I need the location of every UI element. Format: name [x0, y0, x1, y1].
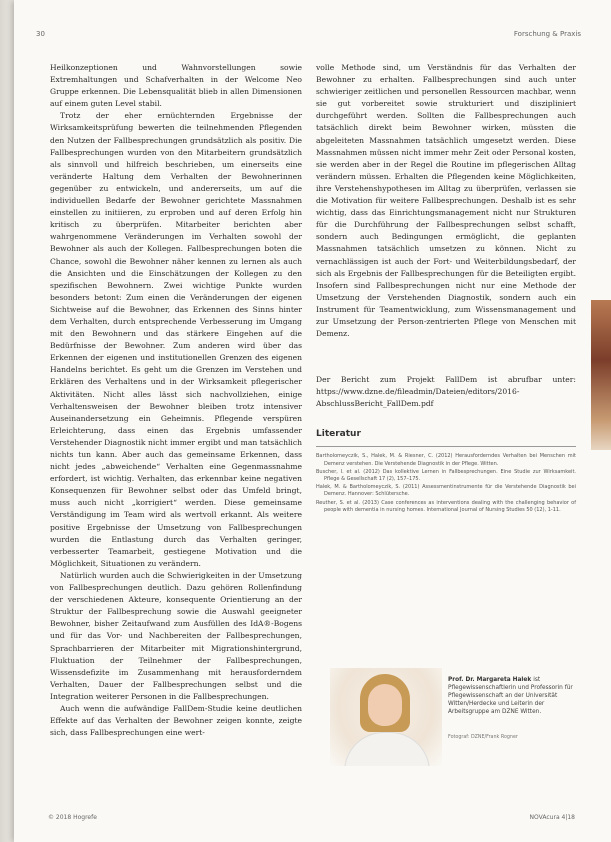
source-note: Der Bericht zum Projekt FallDem ist abrufbar unter: https://www.dzne.de/fileadmin/Dateien/editors/2016-AbschlussBericht_FallDem.pdf: [316, 375, 576, 409]
adjacent-page-photo: [591, 300, 611, 450]
right-column-body: [316, 62, 576, 360]
paragraph: volle Methode sind, um Verständnis für das Verhalten der Bewohner zu erhalten. Fallbesprechungen sind auch unter schwieriger zeitlichen und personellen Ressourcen machbar, wenn sie gut vorbereitet sowie strukturiert und diszipliniert durchgeführt werden. Sollten die Fallbesprechungen auch tatsächlich direkt beim Bewohner wirken, müssten die abgeleiteten Massnahmen tatsächlich umgesetzt werden. Diese Massnahmen müssen nicht immer mehr Zeit oder Personal kosten, sie werden aber in der Regel die Routine im pflegerischen Alltag verändern müssen. Erhalten die Pflegenden keine Möglichkeiten, ihre Verstehenshypothesen im Alltag zu überprüfen, verlassen sie die Motivation für weitere Fallbesprechungen. Deshalb ist es sehr wichtig, dass das Einrichtungsmanagement nicht nur Strukturen für die Durchführung der Fallbesprechungen selbst schafft, sondern auch Bedingungen ermöglicht, die geplanten Massnahmen tatsächlich umsetzen zu können. Nicht zu vernachlässigen ist auch der Fort- und Weiterbildungsbedarf, der sich als Ergebnis der Fallbesprechungen für die Beteiligten ergibt. Insofern sind Fallbesprechungen nicht nur eine Methode der Umsetzung der Verstehenden Diagnostik, sondern auch ein Instrument für Teamentwicklung, zum Wissensmanagement und zur Umsetzung der Person-zentrierten Pflege von Menschen mit Demenz.: [316, 63, 576, 339]
paragraph: Natürlich wurden auch die Schwierigkeiten in der Umsetzung von Fallbesprechungen deutlich. Dazu gehören Rollenfindung der verschiedenen Akteure, konsequente Orientierung an der Struktur der Fallbesprechung sowie die Auswahl geeigneter Bewohner, bisher Zeitaufwand zum Ausfüllen des IdA®-Bogens und für das Vor- und Nachbereiten der Fallbesprechungen, Sprachbarrieren der Mitarbeiter mit Migrationshintergrund, Fluktuation der Teilnehmer der Fallbesprechungen, Wissensdefizite im Zusammenhang mit herausforderndem Verhalten, Dauer der Fallbesprechungen selbst und die Integration weiterer Personen in die Fallbesprechungen.: [50, 570, 302, 701]
author-name: Prof. Dr. Margareta Halek: [448, 677, 534, 683]
literature-list: [316, 453, 576, 514]
author-description: ist Pflegewissenschaftlerin und Professorin für Pflegewissenschaft an der Universität Witten/Herdecke und Leiterin der Arbeitsgruppe am DZNE Witten.: [448, 677, 573, 715]
author-bio: [448, 676, 576, 742]
copyright: © 2018 Hogrefe: [48, 814, 97, 821]
left-column: [50, 62, 302, 762]
paragraph: Heilkonzeptionen und Wahnvorstellungen sowie Extremhaltungen und Schafverhalten in der Welcome Neo Gruppe erkennen. Die Lebensqualität blieb in allen Dimensionen auf einem guten Level stabil.: [50, 63, 302, 109]
literature-heading: Literatur: [316, 428, 576, 447]
author-portrait: [330, 668, 442, 766]
right-column: [316, 62, 576, 515]
journal-issue: NOVAcura 4|18: [529, 814, 575, 821]
photo-credit: Fotograf: DZNE/Frank Rogner: [448, 735, 518, 740]
page-footer: [48, 814, 575, 824]
paragraph: Auch wenn die aufwändige FallDem-Studie keine deutlichen Effekte auf das Verhalten der Bewohner zeigen konnte, zeigte sich, dass Fallbesprechungen eine wert-: [50, 703, 302, 738]
section-title: Forschung & Praxis: [513, 30, 581, 38]
author-box: [330, 668, 576, 778]
literature-ref: Halek, M. & Bartholomeyczik, S. (2011) Assessmentinstrumente für die Verstehende Diagnostik bei Demenz. Hannover: Schlütersche.: [316, 484, 576, 498]
paragraph: Trotz der eher ernüchternden Ergebnisse der Wirksamkeitsprüfung bewerten die teilnehmenden Pflegenden den Nutzen der Fallbesprechungen grundsätzlich als positiv. Die Fallbesprechungen wurden von den Mitarbeitern grundsätzlich als sinnvoll und hilfreich beschrieben, um einerseits eine veränderte Haltung dem Verhalten der Bewohnerinnen gegenüber zu entwickeln, und andererseits, um auf die individuellen Bedarfe der Bewohner gerichtete Massnahmen einstellen zu initiieren, zu erproben und auf deren Erfolg hin kritisch zu überprüfen. Mitarbeiter berichten aber wahrgenommene Veränderungen im Verhalten sowohl der Bewohner als auch der Kollegen. Fallbesprechungen boten die Chance, sowohl die Bewohner näher kennen zu lernen als auch die Ansichten und die Einschätzungen der Kollegen zu den spezifischen Bewohnern. Zwei wichtige Punkte wurden besonders betont: Zum einen die Veränderungen der eigenen Sichtweise auf die Bewohner, das Erkennen des Sinns hinter dem Verhalten, durch entsprechende Verbesserung im Umgang mit den Bewohnern und das stärkere Eingehen auf die Bedürfnisse der Bewohner. Zum anderen wird über das Erkennen der eigenen und institutionellen Grenzen des eigenen Handelns berichtet. Es geht um die Grenzen im Verstehen und Erklären des Verhaltens und in der Wirksamkeit pflegerischer Aktivitäten. Nicht alles lässt sich nachvollziehen, einige Verhaltensweisen der Bewohner bleiben trotz intensiver Auseinandersetzung ein Geheimnis. Pflegende verspüren Erleichterung, dass einen das Ergebnis umfassender Verstehender Diagnostik nicht immer ergibt und man tatsächlich nichts tun kann. Aber auch das gemeinsame Erkennen, dass nicht jedes „abweichende“ Verhalten eine Gegenmassnahme erfordert, ist wichtig. Verhalten, das erkennbar keine negativen Konsequenzen für Bewohner selbst oder das Umfeld bringt, muss auch nicht „korrigiert“ werden. Diese gemeinsame Verständigung im Team wird als wertvoll erkannt. Als weitere positive Ergebnisse der Umsetzung von Fallbesprechungen wurden die Entlastung durch das Verhalten geringer, verbesserter Teamarbeit, gestiegene Motivation und die Möglichkeit, Situationen zu verändern.: [50, 111, 302, 568]
literature-ref: Reuther, S. et al. (2013) Case conferences as interventions dealing with the challenging behavior of people with dementia in nursing homes. International Journal of Nursing Studies 50 (12), 1-11.: [316, 499, 576, 513]
literature-ref: Buscher, I. et al. (2012) Das kollektive Lernen in Fallbesprechungen. Eine Studie zur Wirksamkeit. Pflege & Gesellschaft 17 (2), 157–175.: [316, 468, 576, 482]
page-header: [36, 30, 581, 42]
page-edge: [0, 0, 14, 842]
literature-ref: Bartholomeyczik, S., Halek, M. & Riesner, C. (2012) Herausforderndes Verhalten bei Menschen mit Demenz verstehen. Die Verstehende Diagnostik in der Pflege. Witten.: [316, 453, 576, 467]
page-number: 30: [36, 30, 45, 38]
